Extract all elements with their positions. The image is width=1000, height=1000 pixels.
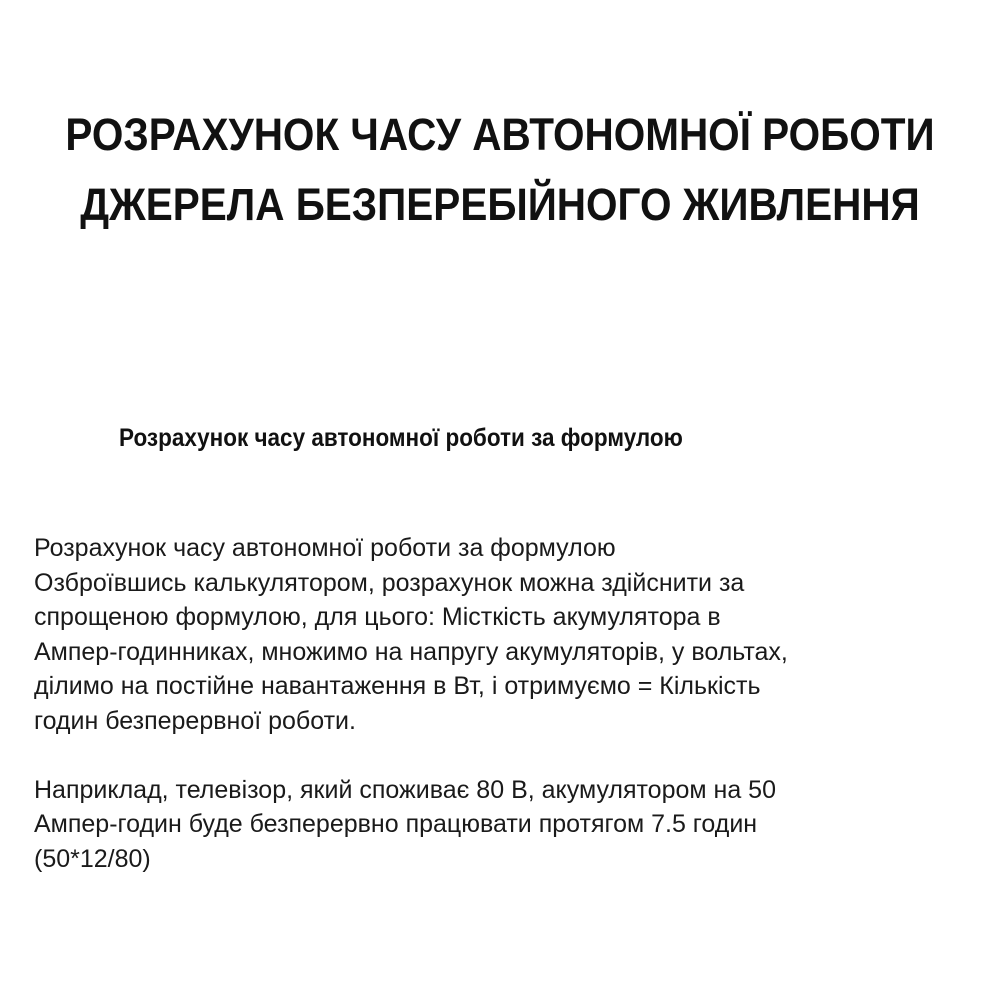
paragraph-line: (50*12/80): [34, 844, 151, 873]
title-line-2: ДЖЕРЕЛА БЕЗПЕРЕБІЙНОГО ЖИВЛЕННЯ: [80, 179, 920, 230]
paragraph-line: Озброївшись калькулятором, розрахунок можна здійснити за: [34, 568, 745, 597]
paragraph-line: Розрахунок часу автономної роботи за формулою: [34, 534, 616, 562]
paragraph-line: Наприклад, телевізор, який споживає 80 В, акумулятором на 50: [34, 775, 776, 804]
paragraph-line: Ампер-годинниках, множимо на напругу акумуляторів, у вольтах,: [34, 637, 788, 666]
page-title: [50, 100, 950, 240]
paragraph-example: [34, 773, 974, 877]
section-subtitle: Розрахунок часу автономної роботи за формулою: [119, 424, 683, 452]
body-text: [34, 531, 974, 876]
paragraph-line: Ампер-годин буде безперервно працювати протягом 7.5 годин: [34, 810, 758, 838]
paragraph-line: ділимо на постійне навантаження в Вт, і отримуємо = Кількість: [34, 672, 761, 700]
paragraph-line: спрощеною формулою, для цього: Місткість акумулятора в: [34, 603, 721, 631]
title-line-1: РОЗРАХУНОК ЧАСУ АВТОНОМНОЇ РОБОТИ: [65, 109, 935, 160]
paragraph-formula: [34, 531, 974, 738]
paragraph-line: годин безперервної роботи.: [34, 706, 356, 735]
